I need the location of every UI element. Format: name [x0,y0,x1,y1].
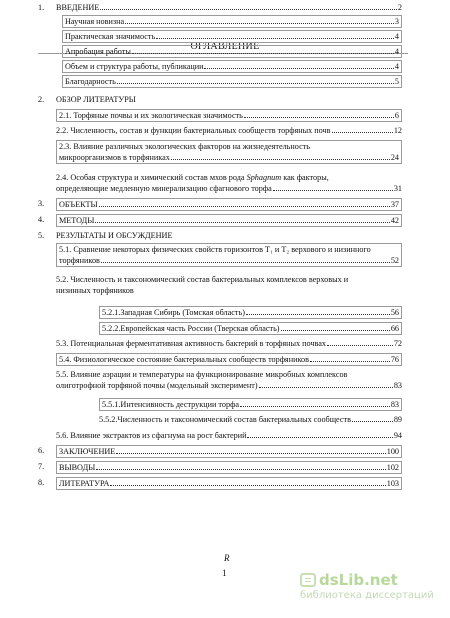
toc-entry-text-line1: 2.3. Влияние различных экологических факторов на жизнедеятельность [59,142,311,151]
toc-entry-page: 5 [394,77,399,86]
dot-leader [247,430,392,438]
toc-entry [38,125,402,136]
toc-entry-page: 76 [390,355,399,364]
toc-entry-page: 31 [393,184,402,193]
toc-entry-page: 103 [386,479,399,488]
toc-entry-text: Благодарность [65,77,116,86]
toc-entry-page: 3 [394,17,399,26]
dot-leader [125,16,394,24]
dot-leader [132,46,394,54]
toc-entry-page: 4 [394,47,399,56]
toc-entry [38,414,402,425]
toc-entry-text: ОБЗОР ЛИТЕРАТУРЫ [56,95,136,104]
toc-entry-page: 12 [393,126,402,135]
toc-entry-text: 2.2. Численность, состав и функции бактериальных сообществ торфяных почв [56,126,331,135]
toc-entry-page: 66 [390,324,399,333]
watermark-brand: dsLib.net [319,571,398,589]
toc-entry-page: 89 [393,415,402,424]
toc-entry-text: МЕТОДЫ [59,216,95,225]
toc-entry-text-line2: торфяников [59,256,100,265]
toc-entry-text-line2: низинных торфяников [56,286,134,295]
toc-entry-page: 37 [390,200,399,209]
toc-entry [38,15,402,28]
toc-entry [38,214,402,227]
dot-leader [246,307,390,315]
toc-entry [38,198,402,211]
dot-leader [332,125,393,133]
toc-entry [38,75,402,88]
dot-leader [327,338,393,346]
dot-leader [204,61,393,69]
toc-entry [38,60,402,73]
toc-entry-text: 5.2.2.Европейская часть России (Тверская область) [102,324,280,333]
toc-entry-text-line1: 2.4. Особая структура и химический состав мхов рода Sphagnum как факторы, [56,173,329,182]
page-number: 1 [222,568,227,578]
toc-entry-number: 7. [38,462,45,471]
dot-leader [310,354,390,362]
toc-entry [38,306,402,319]
toc-entry-page: 100 [386,447,399,456]
toc-entry-number: 4. [38,215,45,224]
toc-entry-text: Апробация работы [65,47,131,56]
toc-entry-number: 6. [38,446,45,455]
toc-entry [38,140,402,164]
toc-entry [38,2,402,13]
toc-entry-page: 102 [386,463,399,472]
dot-leader [100,2,397,10]
toc-entry-text-line2: олиготрофной торфяной почвы (модельный эксперимент) [56,381,258,390]
toc-entry-text: ВЫВОДЫ [59,463,96,472]
dot-leader [96,462,385,470]
toc-entry-text-line2: микроорганизмов в торфяниках [59,153,170,162]
toc-entry-page: 4 [394,32,399,41]
toc-entry-text: 5.6. Влияние экстрактов из сфагнума на рост бактерий [56,431,247,440]
toc-entry-page: 52 [390,256,399,265]
toc-entry-text-line2: определяющие медленную минерализацию сфагнового торфа [56,184,272,193]
toc-entry [38,398,402,411]
toc-entry-page: 94 [393,431,402,440]
toc-entry [38,353,402,366]
toc-entry-text: 5.4. Физиологическое состояние бактериальных сообществ торфяников [59,355,309,364]
toc-entry-number: 3. [38,199,45,208]
toc-entry-text: ЗАКЛЮЧЕНИЕ [59,447,116,456]
toc-entry [38,30,402,43]
dot-leader [116,446,385,454]
toc-entry-text: 5.2.1.Западная Сибирь (Томская область) [102,308,245,317]
toc-entry-page: 72 [393,339,402,348]
dot-leader [99,199,390,207]
toc-entry [38,477,402,490]
toc-entry-text: 5.5.2.Численность и таксономический состав бактериальных сообществ [99,415,351,424]
toc-entry-page: 83 [390,400,399,409]
page-title: ОГЛАВЛЕНИЕ [190,41,260,52]
toc-entry-text: 2.1. Торфяные почвы и их экологическая значимость [59,111,243,120]
book-icon [300,573,316,587]
toc-entry [38,322,402,335]
toc-entry [38,369,402,391]
toc-entry-page: 56 [390,308,399,317]
toc-entry-page: 6 [394,111,399,120]
toc-entry [38,109,402,122]
dot-leader [117,76,394,84]
toc-entry [38,243,402,267]
toc-entry-number: 1. [38,3,45,12]
toc-entry-number: 5. [38,231,45,240]
toc-entry [38,230,402,241]
toc-entry-number: 2. [38,95,45,104]
toc-entry-text-line1: 5.2. Численность и таксономический состав бактериальных комплексов верховых и [56,275,349,284]
toc-entry [38,430,402,441]
toc-entry-text: Объем и структура работы, публикации [65,62,204,71]
dot-leader [259,380,393,388]
toc-entry [38,274,402,296]
toc-entry-text: ЛИТЕРАТУРА [59,479,110,488]
toc-entry [38,338,402,349]
watermark [300,571,450,601]
toc-entry [38,445,402,458]
toc-entry-text: РЕЗУЛЬТАТЫ И ОБСУЖДЕНИЕ [56,231,173,240]
dot-leader [171,152,390,160]
toc-entry [38,45,402,58]
dot-leader [244,110,394,118]
toc-entry-text-line1: 5.1. Сравнение некоторых физических свойств горизонтов T₁ и T₂ верхового и низинного [59,245,371,254]
toc-entry-page: 42 [390,216,399,225]
dot-leader [281,323,390,331]
dot-leader [352,414,393,422]
toc-entry-text-line1: 5.5. Влияние аэрации и температуры на функционирование микробных комплексов [56,370,348,379]
signature: R [224,553,230,563]
toc-entry-page: 2 [397,3,402,12]
dot-leader [110,478,385,486]
toc-entry-text: ВВЕДЕНИЕ [56,3,100,12]
dot-leader [156,31,394,39]
toc-entry [38,461,402,474]
toc-entry-page: 4 [394,62,399,71]
toc-entry-text: Научная новизна [65,17,125,26]
toc-entry-page: 83 [393,381,402,390]
toc-entry-number: 8. [38,478,45,487]
dot-leader [240,399,390,407]
watermark-tagline: библиотека диссертаций [300,590,434,601]
toc-entry-page: 24 [390,153,399,162]
toc-entry [38,172,402,194]
toc-entry-text: 5.5.1.Интенсивность деструкции торфа [102,400,240,409]
dot-leader [101,255,390,263]
toc-entry [38,94,402,105]
toc-entry-text: 5.3. Потенциальная ферментативная активность бактерий в торфяных почвах [56,339,327,348]
dot-leader [273,183,393,191]
toc-entry-text: ОБЪЕКТЫ [59,200,98,209]
dot-leader [95,215,389,223]
toc-entry-text: Практическая значимость [65,32,156,41]
genus-name: Sphagnum [246,173,282,182]
